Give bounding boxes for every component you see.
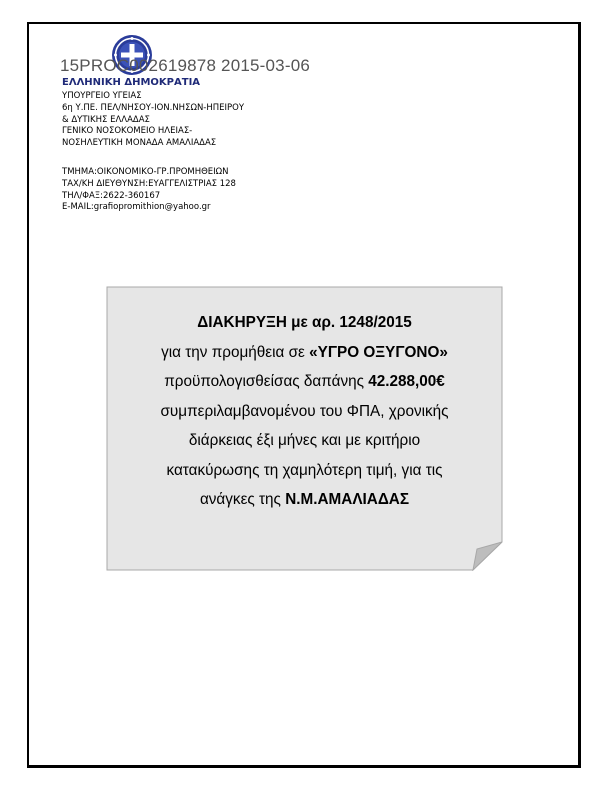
- republic-heading: ΕΛΛΗΝΙΚΗ ΔΗΜΟΚΡΑΤΙΑ: [62, 77, 201, 88]
- header-line: 6η Υ.ΠΕ. ΠΕΛ/ΝΗΣΟΥ-ΙΟΝ.ΝΗΣΩΝ-ΗΠΕΙΡΟΥ: [62, 102, 245, 113]
- notice-text: [106, 308, 503, 515]
- notice-line: [106, 485, 503, 515]
- notice-line-part: ανάγκες της: [199, 491, 286, 508]
- header-line: ΥΠΟΥΡΓΕΙΟ ΥΓΕΙΑΣ: [62, 91, 142, 101]
- protocol-number: 15PROC002619878 2015-03-06: [60, 56, 310, 75]
- notice-line: διάρκειας έξι μήνες και με κριτήριο: [188, 432, 421, 449]
- ministry-header: [62, 91, 244, 150]
- department-line: ΤΜΗΜΑ:ΟΙΚΟΝΟΜΙΚΟ-ΓΡ.ΠΡΟΜΗΘΕΙΩΝ: [62, 167, 229, 177]
- address-line: ΤΑΧ/ΚΗ ΔΙΕΥΘΥΝΣΗ:ΕΥΑΓΓΕΛΙΣΤΡΙΑΣ 128: [62, 178, 236, 189]
- email-line: E-MAIL:grafiopromithion@yahoo.gr: [62, 202, 211, 213]
- header-line: ΝΟΣΗΛΕΥΤΙΚΗ ΜΟΝΑΔΑ ΑΜΑΛΙΑΔΑΣ: [62, 138, 217, 149]
- phone-line: ΤΗΛ/ΦΑΞ:2622-360167: [62, 190, 161, 201]
- notice-line: [106, 338, 503, 368]
- notice-line: κατακύρωσης τη χαμηλότερη τιμή, για τις: [166, 461, 443, 479]
- budget-amount: 42.288,00€: [368, 373, 445, 390]
- notice-line: συμπεριλαμβανομένου του ΦΠΑ, χρονικής: [160, 402, 449, 420]
- product-name: «ΥΓΡΟ ΟΞΥΓΟΝΟ»: [309, 343, 448, 361]
- notice-title: ΔΙΑΚΗΡΥΞΗ με αρ. 1248/2015: [197, 314, 412, 331]
- notice-line: [106, 367, 503, 397]
- unit-name: Ν.Μ.ΑΜΑΛΙΑΔΑΣ: [285, 491, 410, 508]
- header-line: & ΔΥΤΙΚΗΣ ΕΛΛΑΔΑΣ: [62, 114, 150, 125]
- notice-line-part: προϋπολογισθείσας δαπάνης: [164, 373, 369, 390]
- contact-info: [62, 167, 236, 214]
- notice-line-part: για την προμήθεια σε: [161, 343, 310, 361]
- notice-box: [106, 286, 503, 571]
- header-line: ΓΕΝΙΚΟ ΝΟΣΟΚΟΜΕΙΟ ΗΛΕΙΑΣ-: [62, 126, 193, 137]
